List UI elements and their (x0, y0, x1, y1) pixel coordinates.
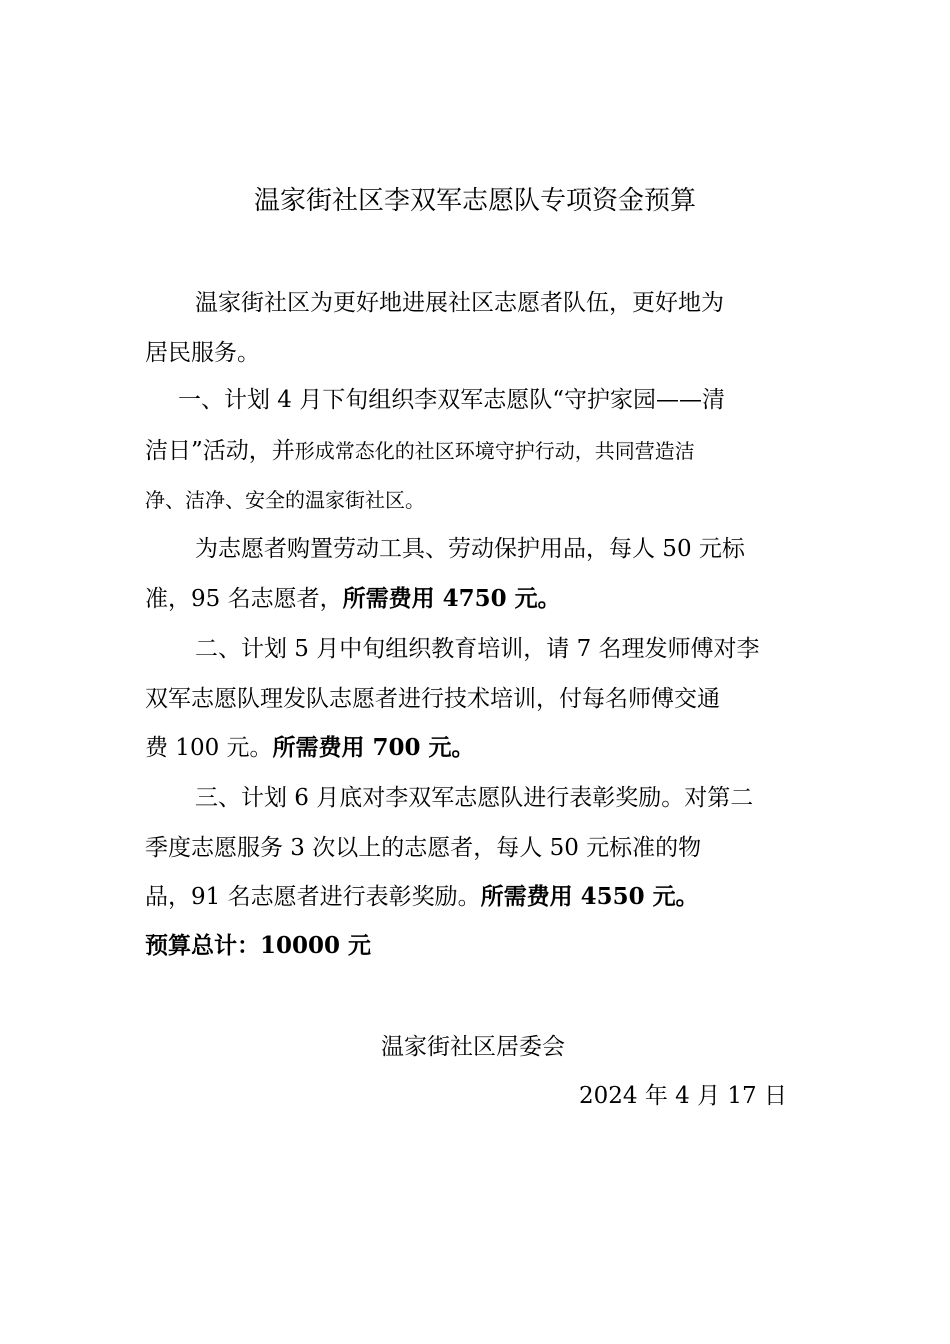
item2-cost-plain: 费 100 元。 (145, 735, 273, 761)
intro-line-2: 居民服务。 (145, 340, 260, 366)
item3-line-1: 三、计划 6 月底对李双军志愿队进行表彰奖励。对第二 (195, 785, 754, 811)
item3-line-3 (145, 880, 699, 914)
item2-cost-bold: 所需费用 700 元。 (272, 734, 475, 761)
item1-cost-plain: 准，95 名志愿者， (145, 586, 343, 612)
budget-total: 预算总计：10000 元 (145, 932, 372, 959)
item1-line-3: 净、洁净、安全的温家街社区。 (145, 488, 425, 512)
item3-line-2: 季度志愿服务 3 次以上的志愿者，每人 50 元标准的物 (145, 835, 702, 861)
item1-line-2-serif: 洁日”活动，并 (145, 438, 295, 464)
item1-line-1: 一、计划 4 月下旬组织李双军志愿队“守护家园——清 (178, 387, 726, 413)
item2-line-2: 双军志愿队理发队志愿者进行技术培训，付每名师傅交通 (145, 686, 720, 712)
item2-line-1: 二、计划 5 月中旬组织教育培训，请 7 名理发师傅对李 (195, 636, 760, 662)
item3-cost-bold: 所需费用 4550 元。 (480, 883, 699, 910)
document-title: 温家街社区李双军志愿队专项资金预算 (253, 186, 696, 216)
item2-line-3 (145, 731, 475, 765)
intro-line-1: 温家街社区为更好地进展社区志愿者队伍，更好地为 (195, 290, 724, 316)
item1-cost-line-2 (145, 582, 561, 616)
item1-cost-bold: 所需费用 4750 元。 (342, 585, 561, 612)
signature: 温家街社区居委会 (381, 1034, 565, 1060)
item1-line-2 (145, 434, 695, 468)
item1-cost-line-1: 为志愿者购置劳动工具、劳动保护用品，每人 50 元标 (195, 536, 745, 562)
item3-cost-plain: 品，91 名志愿者进行表彰奖励。 (145, 884, 481, 910)
document-date: 2024 年 4 月 17 日 (579, 1083, 787, 1109)
item1-line-2-sans: 形成常态化的社区环境守护行动，共同营造洁 (294, 439, 695, 463)
